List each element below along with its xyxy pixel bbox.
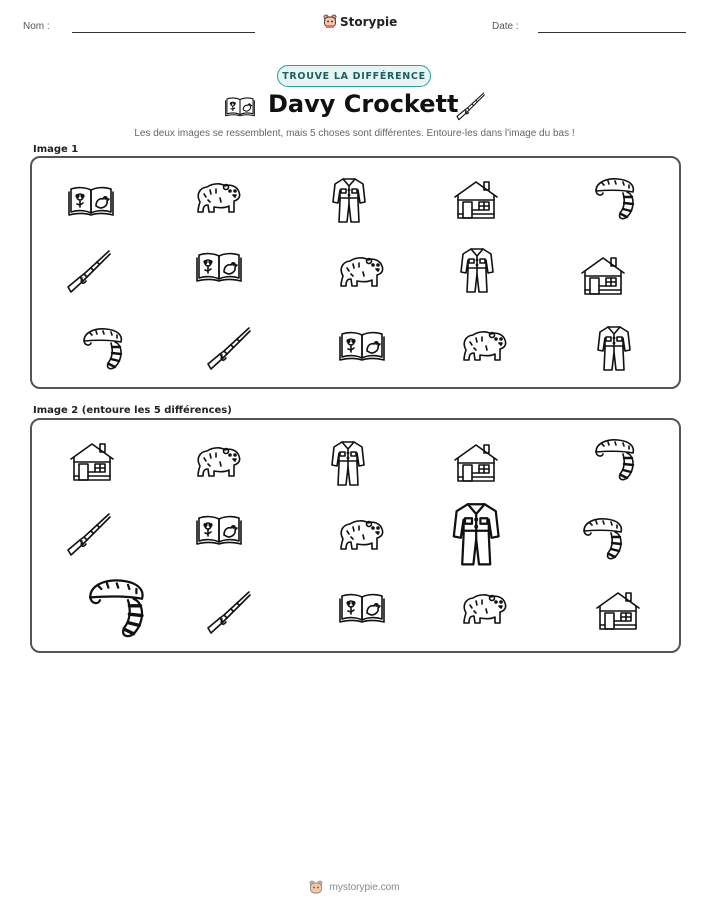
rifle-icon[interactable] bbox=[65, 511, 111, 557]
date-line[interactable] bbox=[538, 32, 686, 33]
storypie-footer-icon bbox=[309, 880, 323, 895]
title-book-icon bbox=[225, 95, 255, 122]
storypie-logo bbox=[323, 14, 397, 29]
suit-icon bbox=[459, 246, 495, 294]
name-line[interactable] bbox=[72, 32, 255, 33]
book-icon bbox=[339, 329, 385, 361]
name-label: Nom : bbox=[23, 21, 50, 32]
date-label: Date : bbox=[492, 21, 519, 32]
image1-label: Image 1 bbox=[33, 144, 79, 155]
rifle-icon bbox=[65, 248, 111, 294]
book-icon bbox=[68, 184, 114, 216]
book-icon[interactable] bbox=[196, 513, 242, 545]
bear-icon bbox=[337, 254, 385, 290]
bear-icon bbox=[460, 328, 508, 364]
bear-icon bbox=[194, 180, 242, 216]
suit-icon bbox=[596, 324, 632, 372]
hat-icon[interactable] bbox=[86, 575, 148, 639]
suit-icon[interactable] bbox=[330, 439, 366, 487]
cabin-icon[interactable] bbox=[69, 441, 115, 483]
instructions: Les deux images se ressemblent, mais 5 choses sont différentes. Entoure-les dans l'image du bas ! bbox=[134, 128, 575, 139]
bear-icon[interactable] bbox=[337, 517, 385, 553]
bear-icon[interactable] bbox=[460, 591, 508, 627]
title-rifle-icon bbox=[453, 91, 487, 126]
cabin-icon bbox=[580, 255, 626, 297]
bear-icon[interactable] bbox=[194, 444, 242, 480]
brand-name: Storypie bbox=[340, 14, 398, 29]
cabin-icon bbox=[453, 179, 499, 221]
book-icon[interactable] bbox=[339, 591, 385, 623]
book-icon bbox=[196, 250, 242, 282]
storypie-icon bbox=[323, 14, 337, 29]
hat-icon[interactable] bbox=[581, 515, 625, 561]
suit-icon bbox=[331, 176, 367, 224]
suit-icon[interactable] bbox=[451, 500, 501, 567]
badge: TROUVE LA DIFFÉRENCE bbox=[277, 65, 431, 87]
hat-icon bbox=[81, 325, 125, 371]
rifle-icon[interactable] bbox=[205, 589, 251, 635]
footer bbox=[0, 880, 709, 895]
rifle-icon bbox=[205, 325, 251, 371]
hat-icon bbox=[593, 175, 637, 221]
hat-icon[interactable] bbox=[593, 436, 637, 482]
cabin-icon[interactable] bbox=[453, 442, 499, 484]
footer-site[interactable]: mystorypie.com bbox=[329, 882, 400, 893]
image2-label: Image 2 (entoure les 5 différences) bbox=[33, 405, 232, 416]
cabin-icon[interactable] bbox=[595, 590, 641, 632]
page-title: Davy Crockett bbox=[268, 90, 459, 118]
